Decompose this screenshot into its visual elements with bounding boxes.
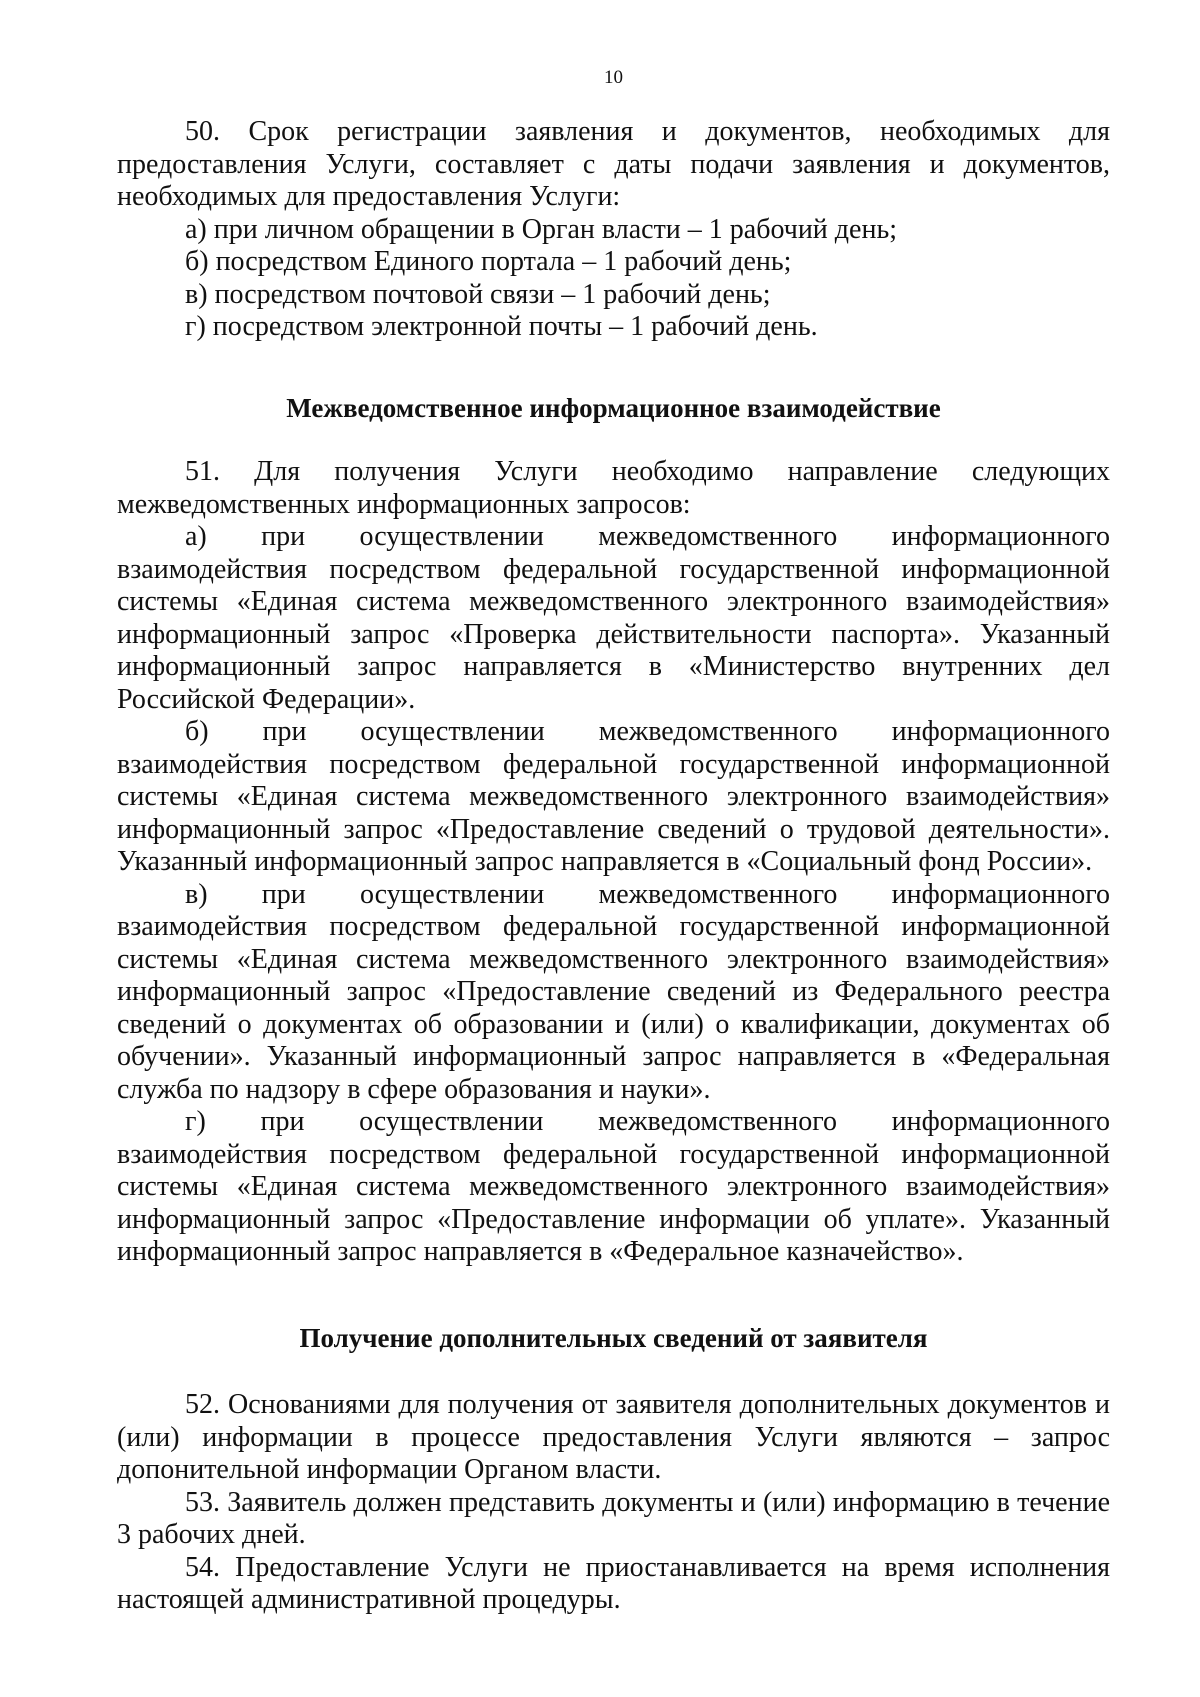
paragraph-54: 54. Предоставление Услуги не приостанавливается на время исполнения настоящей административной процедуры. bbox=[117, 1551, 1110, 1615]
page-number: 10 bbox=[604, 67, 623, 88]
list-item: г) посредством электронной почты – 1 рабочий день. bbox=[185, 311, 818, 342]
paragraph-50: 50. Срок регистрации заявления и документов, необходимых для предоставления Услуги, составляет с даты подачи заявления и документов, необходимых для предоставления Услуги: bbox=[117, 116, 1110, 212]
list-item: б) посредством Единого портала – 1 рабочий день; bbox=[185, 246, 792, 277]
paragraph-51: 51. Для получения Услуги необходимо направление следующих межведомственных информационных запросов: bbox=[117, 456, 1110, 520]
list-item: а) при личном обращении в Орган власти – 1 рабочий день; bbox=[185, 213, 897, 245]
paragraph-53: 53. Заявитель должен представить документы и (или) информацию в течение 3 рабочих дней. bbox=[117, 1486, 1110, 1550]
list-item: г) при осуществлении межведомственного информационного взаимодействия посредством федеральной государственной информационной системы «Единая система межведомственного электронного взаимодействия» информационный запрос «Предоставление информации об уплате». Указанный информационный запрос направляется в «Федеральное казначейство». bbox=[117, 1106, 1110, 1267]
paragraph-52: 52. Основаниями для получения от заявителя дополнительных документов и (или) информации в процессе предоставления Услуги являются – запрос допонительной информации Органом власти. bbox=[117, 1389, 1110, 1485]
section-heading-additional-info: Получение дополнительных сведений от заявителя bbox=[299, 1322, 928, 1353]
list-item: б) при осуществлении межведомственного информационного взаимодействия посредством федеральной государственной информационной системы «Единая система межведомственного электронного взаимодействия» информационный запрос «Предоставление сведений о трудовой деятельности». Указанный информационный запрос направляется в «Социальный фонд России». bbox=[117, 716, 1110, 877]
list-item: в) при осуществлении межведомственного информационного взаимодействия посредством федеральной государственной информационной системы «Единая система межведомственного электронного взаимодействия» информационный запрос «Предоставление сведений из Федерального реестра сведений о документах об образовании и (или) о квалификации, документах об обучении». Указанный информационный запрос направляется в «Федеральная служба по надзору в сфере образования и науки». bbox=[117, 878, 1110, 1105]
list-item: в) посредством почтовой связи – 1 рабочий день; bbox=[185, 278, 771, 310]
list-item: а) при осуществлении межведомственного информационного взаимодействия посредством федеральной государственной информационной системы «Единая система межведомственного электронного взаимодействия» информационный запрос «Проверка действительности паспорта». Указанный информационный запрос направляется в «Министерство внутренних дел Российской Федерации». bbox=[117, 521, 1110, 715]
section-heading-interagency: Межведомственное информационное взаимодействие bbox=[286, 392, 941, 423]
